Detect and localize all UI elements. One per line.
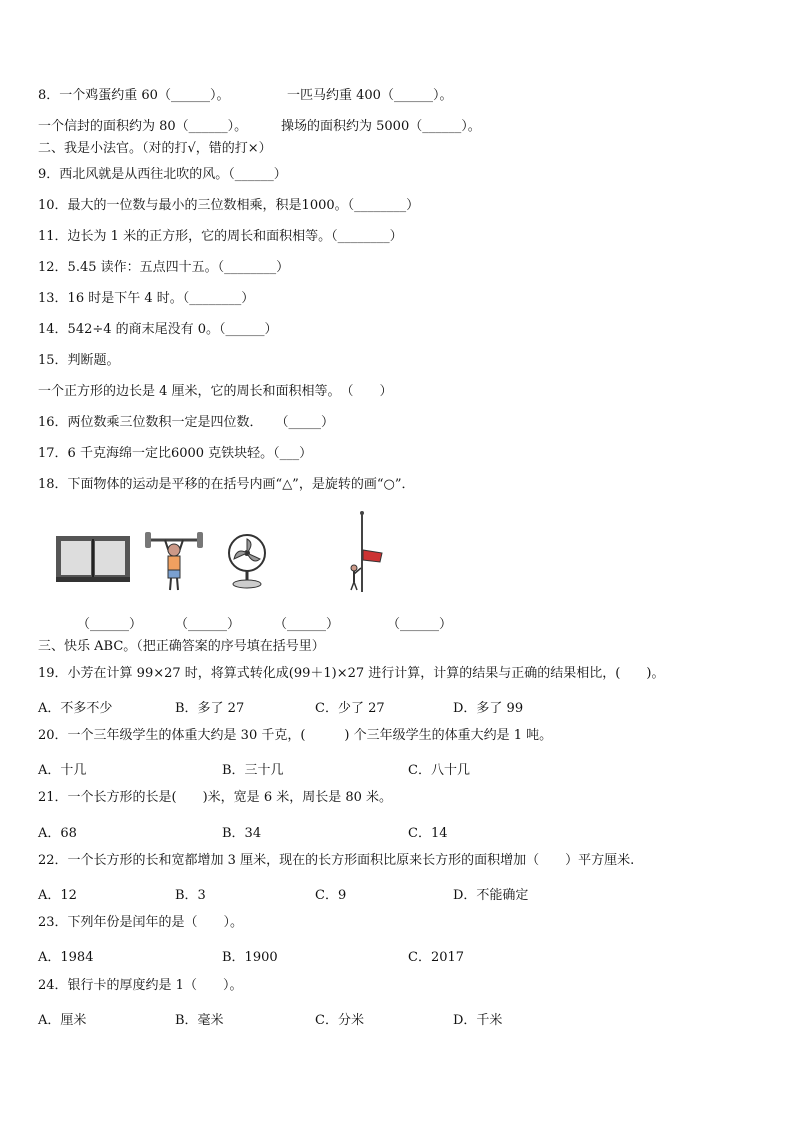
question-19-option-b[interactable]: B．多了 27: [175, 701, 245, 716]
question-22-option-d[interactable]: D．不能确定: [453, 888, 529, 903]
question-15: 15．判断题。: [38, 353, 120, 368]
question-20-option-b[interactable]: B．三十几: [222, 763, 284, 778]
section-2-heading: 二、我是小法官。（对的打√，错的打×）: [38, 141, 272, 156]
question-12: 12．5.45 读作：五点四十五。（________）: [38, 260, 290, 275]
question-16: 16．两位数乘三位数积一定是四位数． （_____）: [38, 415, 335, 430]
window-figure: [55, 535, 131, 583]
question-8-playground: 操场的面积约为 5000（______）。: [281, 119, 481, 134]
question-8-horse: 一匹马约重 400（______）。: [287, 88, 453, 103]
question-22-option-c[interactable]: C．9: [315, 888, 347, 903]
question-11: 11．边长为 1 米的正方形，它的周长和面积相等。（________）: [38, 229, 403, 244]
question-23-option-c[interactable]: C．2017: [408, 950, 465, 965]
question-20-option-a[interactable]: A．十几: [38, 763, 87, 778]
question-21-option-b[interactable]: B．34: [222, 826, 262, 841]
question-23-option-a[interactable]: A．1984: [38, 950, 94, 965]
question-20: 20．一个三年级学生的体重大约是 30 千克，( ) 个三年级学生的体重大约是 1 吨。: [38, 728, 553, 743]
question-22-option-a[interactable]: A．12: [38, 888, 77, 903]
question-24-option-b[interactable]: B．毫米: [175, 1013, 224, 1028]
question-19: 19．小芳在计算 99×27 时，将算式转化成(99＋1)×27 进行计算，计算的结果与正确的结果相比，( )。: [38, 666, 665, 681]
question-8-egg: 8．一个鸡蛋约重 60（______）。: [38, 88, 230, 103]
fan-answer-blank[interactable]: （______）: [274, 617, 340, 632]
question-19-option-a[interactable]: A．不多不少: [38, 701, 113, 716]
question-21-option-c[interactable]: C．14: [408, 826, 448, 841]
question-17: 17．6 千克海绵一定比6000 克铁块轻。（___）: [38, 446, 313, 461]
question-23: 23．下列年份是闰年的是（ ）。: [38, 915, 244, 930]
question-22: 22．一个长方形的长和宽都增加 3 厘米，现在的长方形面积比原来长方形的面积增加（ ）平方厘米.: [38, 853, 635, 868]
question-14: 14．542÷4 的商末尾没有 0。（______）: [38, 322, 278, 337]
question-21-option-a[interactable]: A．68: [38, 826, 77, 841]
question-18: 18．下面物体的运动是平移的在括号内画“△”，是旋转的画“○”．: [38, 477, 415, 492]
fan-figure: [225, 533, 269, 589]
flagpole-figure: [340, 510, 385, 595]
question-21: 21．一个长方形的长是( )米，宽是 6 米，周长是 80 米。: [38, 790, 393, 805]
question-19-option-d[interactable]: D．多了 99: [453, 701, 524, 716]
question-10: 10．最大的一位数与最小的三位数相乘，积是1000。（________）: [38, 198, 420, 213]
question-24: 24．银行卡的厚度约是 1（ ）。: [38, 978, 243, 993]
flagpole-answer-blank[interactable]: （______）: [387, 617, 453, 632]
weightlifter-figure: [143, 530, 205, 592]
question-13: 13．16 时是下午 4 时。（________）: [38, 291, 255, 306]
question-24-option-a[interactable]: A．厘米: [38, 1013, 87, 1028]
question-23-option-b[interactable]: B．1900: [222, 950, 278, 965]
question-24-option-d[interactable]: D．千米: [453, 1013, 503, 1028]
section-3-heading: 三、快乐 ABC。（把正确答案的序号填在括号里）: [38, 639, 325, 654]
question-15-statement: 一个正方形的边长是 4 厘米，它的周长和面积相等。 （ ）: [38, 384, 393, 399]
window-answer-blank[interactable]: （______）: [77, 617, 143, 632]
question-19-option-c[interactable]: C．少了 27: [315, 701, 385, 716]
question-20-option-c[interactable]: C．八十几: [408, 763, 470, 778]
question-22-option-b[interactable]: B．3: [175, 888, 206, 903]
question-24-option-c[interactable]: C．分米: [315, 1013, 364, 1028]
weightlifter-answer-blank[interactable]: （______）: [175, 617, 241, 632]
question-9: 9．西北风就是从西往北吹的风。（______）: [38, 167, 287, 182]
question-8-envelope: 一个信封的面积约为 80（______）。: [38, 119, 248, 134]
